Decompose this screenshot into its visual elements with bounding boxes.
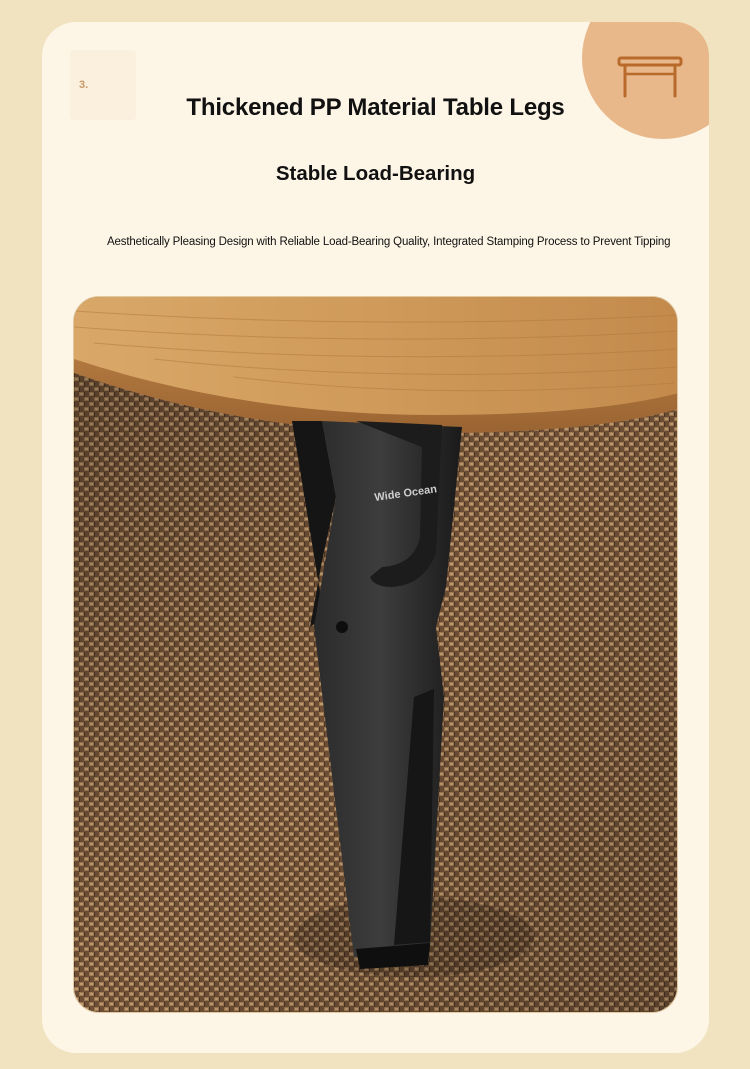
page-title: Thickened PP Material Table Legs bbox=[186, 94, 565, 121]
brand-engraving: Wide Ocean bbox=[373, 483, 438, 504]
page-subtitle: Stable Load-Bearing bbox=[275, 162, 476, 185]
product-feature-card bbox=[42, 22, 709, 1053]
product-photo bbox=[73, 296, 678, 1013]
feature-description: Aesthetically Pleasing Design with Reliable Load-Bearing Quality, Integrated Stamping Process to Prevent Tipping bbox=[107, 236, 671, 248]
step-number: 3. bbox=[79, 79, 89, 91]
